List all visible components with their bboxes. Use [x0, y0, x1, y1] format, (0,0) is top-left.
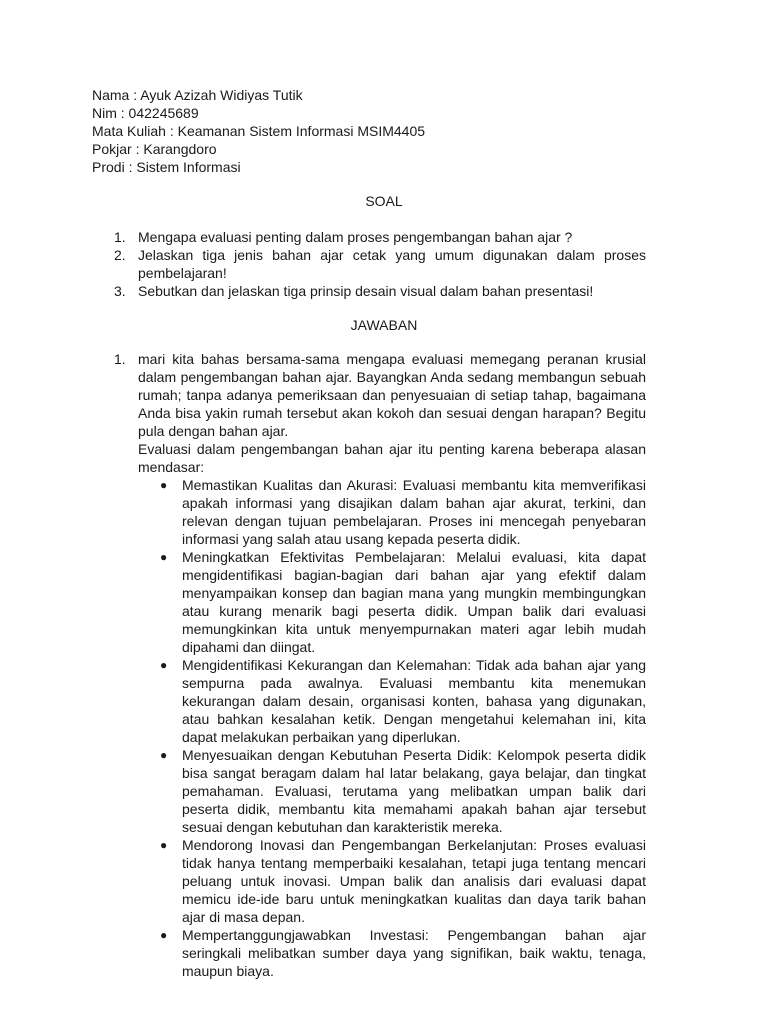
question-item — [114, 228, 646, 246]
reason-text: Memastikan Kualitas dan Akurasi: Evaluasi membantu kita memverifikasi apakah informasi yang disajikan dalam bahan ajar akurat, terkini, dan relevan dengan tujuan pembelajaran. Proses ini mencegah penyebaran informasi yang salah atau usang kepada peserta didik. — [182, 477, 646, 547]
bullet-icon: ● — [160, 478, 168, 492]
bullet-icon: ● — [160, 838, 168, 852]
reason-bullet — [160, 548, 646, 656]
jawaban-heading: JAWABAN — [350, 317, 418, 333]
reason-bullet-list — [160, 476, 646, 980]
bullet-icon: ● — [160, 550, 168, 564]
answer-list — [114, 350, 646, 980]
reason-text: Meningkatkan Efektivitas Pembelajaran: Melalui evaluasi, kita dapat mengidentifikasi bagian-bagian dari bahan ajar yang efektif dalam menyampaikan konsep dan bagian mana yang mungkin membingungkan atau kurang menarik bagi peserta didik. Umpan balik dari evaluasi memungkinkan kita untuk menyempurnakan materi agar lebih mudah dipahami dan diingat. — [182, 549, 646, 655]
question-text: Mengapa evaluasi penting dalam proses pengembangan bahan ajar ? — [138, 229, 573, 245]
question-text: Sebutkan dan jelaskan tiga prinsip desain visual dalam bahan presentasi! — [138, 283, 594, 299]
bullet-icon: ● — [160, 748, 168, 762]
bullet-icon: ● — [160, 658, 168, 672]
reason-bullet — [160, 836, 646, 926]
reason-bullet — [160, 476, 646, 548]
answer-number: 1. — [114, 351, 126, 367]
question-number: 3. — [114, 283, 126, 299]
course-name: Mata Kuliah : Keamanan Sistem Informasi MSIM4405 — [92, 123, 426, 139]
reason-text: Mempertanggungjawabkan Investasi: Pengembangan bahan ajar seringkali melibatkan sumber daya yang signifikan, baik waktu, tenaga, maupun biaya. — [182, 927, 646, 979]
student-info — [92, 86, 425, 176]
question-item — [114, 246, 646, 282]
reason-text: Menyesuaikan dengan Kebutuhan Peserta Didik: Kelompok peserta didik bisa sangat beragam dalam hal latar belakang, gaya belajar, dan tingkat pemahaman. Evaluasi, terutama yang melibatkan umpan balik dari peserta didik, membantu kita memahami apakah bahan ajar tersebut sesuai dengan kebutuhan dan karakteristik mereka. — [182, 747, 646, 835]
bullet-icon: ● — [160, 928, 168, 942]
pokjar: Pokjar : Karangdoro — [92, 141, 217, 157]
question-item — [114, 282, 646, 300]
reason-bullet — [160, 746, 646, 836]
answer-item — [114, 350, 646, 980]
reason-bullet — [160, 926, 646, 980]
study-program: Prodi : Sistem Informasi — [92, 159, 241, 175]
soal-heading: SOAL — [365, 193, 403, 209]
question-number: 1. — [114, 229, 126, 245]
answer-lead-paragraph: Evaluasi dalam pengembangan bahan ajar itu penting karena beberapa alasan mendasar: — [138, 441, 646, 475]
student-name: Nama : Ayuk Azizah Widiyas Tutik — [92, 87, 303, 103]
student-nim: Nim : 042245689 — [92, 105, 199, 121]
question-text: Jelaskan tiga jenis bahan ajar cetak yang umum digunakan dalam proses pembelajaran! — [138, 247, 646, 281]
answer-intro-paragraph: mari kita bahas bersama-sama mengapa evaluasi memegang peranan krusial dalam pengembangan bahan ajar. Bayangkan Anda sedang membangun sebuah rumah; tanpa adanya pemeriksaan dan penyesuaian di setiap tahap, bagaimana Anda bisa yakin rumah tersebut akan kokoh dan sesuai dengan harapan? Begitu pula dengan bahan ajar. — [138, 351, 646, 439]
reason-text: Mengidentifikasi Kekurangan dan Kelemahan: Tidak ada bahan ajar yang sempurna pada awalnya. Evaluasi membantu kita menemukan kekurangan dalam desain, organisasi konten, bahasa yang digunakan, atau bahkan kesalahan ketik. Dengan mengetahui kelemahan ini, kita dapat melakukan perbaikan yang diperlukan. — [182, 657, 646, 745]
reason-text: Mendorong Inovasi dan Pengembangan Berkelanjutan: Proses evaluasi tidak hanya tentang memperbaiki kesalahan, tetapi juga tentang mencari peluang untuk inovasi. Umpan balik dan analisis dari evaluasi dapat memicu ide-ide baru untuk meningkatkan kualitas dan daya tarik bahan ajar di masa depan. — [182, 837, 646, 925]
question-list — [114, 228, 646, 300]
reason-bullet — [160, 656, 646, 746]
question-number: 2. — [114, 247, 126, 263]
